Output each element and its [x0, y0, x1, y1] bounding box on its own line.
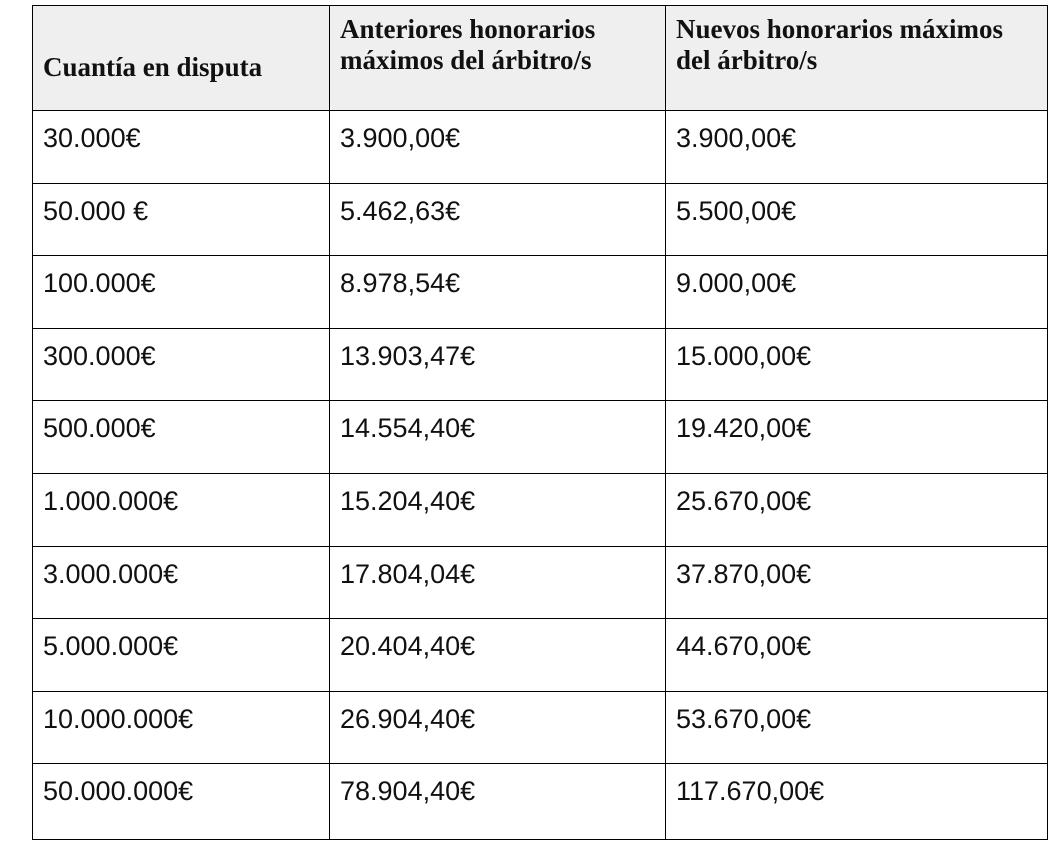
cell-value: 44.670,00€ [676, 631, 812, 662]
table-row [33, 691, 1048, 764]
arbitrator-fees-table [32, 5, 1048, 840]
new-max-fee-cell [666, 473, 1048, 546]
table-row [33, 764, 1048, 840]
cell-value: 1.000.000€ [43, 485, 179, 516]
new-max-fee-cell [666, 691, 1048, 764]
cell-value: 500.000€ [43, 413, 156, 444]
new-max-fee-cell [666, 546, 1048, 619]
cell-value: 117.670,00€ [676, 776, 825, 807]
cell-value: 13.903,47€ [340, 340, 476, 371]
header-new-max-fees [666, 6, 1048, 111]
cell-value: 100.000€ [43, 268, 156, 299]
amount-in-dispute-cell [33, 328, 330, 401]
cell-value: 37.870,00€ [676, 558, 812, 589]
cell-value: 3.900,00€ [340, 123, 461, 153]
new-max-fee-cell [666, 764, 1048, 840]
cell-value: 5.500,00€ [676, 195, 797, 226]
cell-value: 5.462,63€ [340, 195, 461, 226]
cell-value: 8.978,54€ [340, 268, 461, 299]
previous-max-fee-cell [330, 764, 666, 840]
amount-in-dispute-cell [33, 546, 330, 619]
new-max-fee-cell [666, 619, 1048, 692]
table-row [33, 256, 1048, 329]
cell-value: 53.670,00€ [676, 703, 812, 734]
table-row [33, 546, 1048, 619]
cell-value: 17.804,04€ [340, 558, 476, 589]
cell-value: 3.900,00€ [676, 123, 797, 153]
cell-value: 26.904,40€ [340, 703, 476, 734]
table-row [33, 619, 1048, 692]
table-row [33, 401, 1048, 474]
cell-value: 20.404,40€ [340, 631, 476, 662]
amount-in-dispute-cell [33, 183, 330, 256]
previous-max-fee-cell [330, 183, 666, 256]
amount-in-dispute-cell [33, 473, 330, 546]
new-max-fee-cell [666, 401, 1048, 474]
cell-value: 30.000€ [43, 123, 141, 153]
cell-value: 25.670,00€ [676, 485, 812, 516]
cell-value: 50.000.000€ [43, 776, 194, 807]
amount-in-dispute-cell [33, 619, 330, 692]
table-row [33, 328, 1048, 401]
cell-value: 78.904,40€ [340, 776, 476, 807]
amount-in-dispute-cell [33, 691, 330, 764]
previous-max-fee-cell [330, 111, 666, 184]
header-amount-in-dispute [33, 6, 330, 111]
previous-max-fee-cell [330, 401, 666, 474]
cell-value: 10.000.000€ [43, 703, 194, 734]
cell-value: 14.554,40€ [340, 413, 476, 444]
new-max-fee-cell [666, 328, 1048, 401]
header-label: Anteriores honorarios máximos del árbitro/s [340, 14, 596, 75]
table-header [33, 6, 1048, 111]
table-body [33, 111, 1048, 840]
new-max-fee-cell [666, 256, 1048, 329]
previous-max-fee-cell [330, 473, 666, 546]
cell-value: 50.000 € [43, 195, 149, 226]
header-previous-max-fees [330, 6, 666, 111]
previous-max-fee-cell [330, 546, 666, 619]
previous-max-fee-cell [330, 328, 666, 401]
cell-value: 5.000.000€ [43, 631, 179, 662]
amount-in-dispute-cell [33, 764, 330, 840]
new-max-fee-cell [666, 111, 1048, 184]
cell-value: 9.000,00€ [676, 268, 797, 299]
previous-max-fee-cell [330, 691, 666, 764]
cell-value: 300.000€ [43, 340, 156, 371]
cell-value: 19.420,00€ [676, 413, 812, 444]
amount-in-dispute-cell [33, 401, 330, 474]
cell-value: 3.000.000€ [43, 558, 179, 589]
cell-value: 15.000,00€ [676, 340, 812, 371]
previous-max-fee-cell [330, 256, 666, 329]
amount-in-dispute-cell [33, 111, 330, 184]
header-row [33, 6, 1048, 111]
new-max-fee-cell [666, 183, 1048, 256]
table-row [33, 183, 1048, 256]
cell-value: 15.204,40€ [340, 485, 476, 516]
table-row [33, 111, 1048, 184]
amount-in-dispute-cell [33, 256, 330, 329]
previous-max-fee-cell [330, 619, 666, 692]
header-label: Cuantía en disputa [43, 52, 263, 82]
header-label: Nuevos honorarios máximos del árbitro/s [676, 14, 1004, 75]
table-row [33, 473, 1048, 546]
